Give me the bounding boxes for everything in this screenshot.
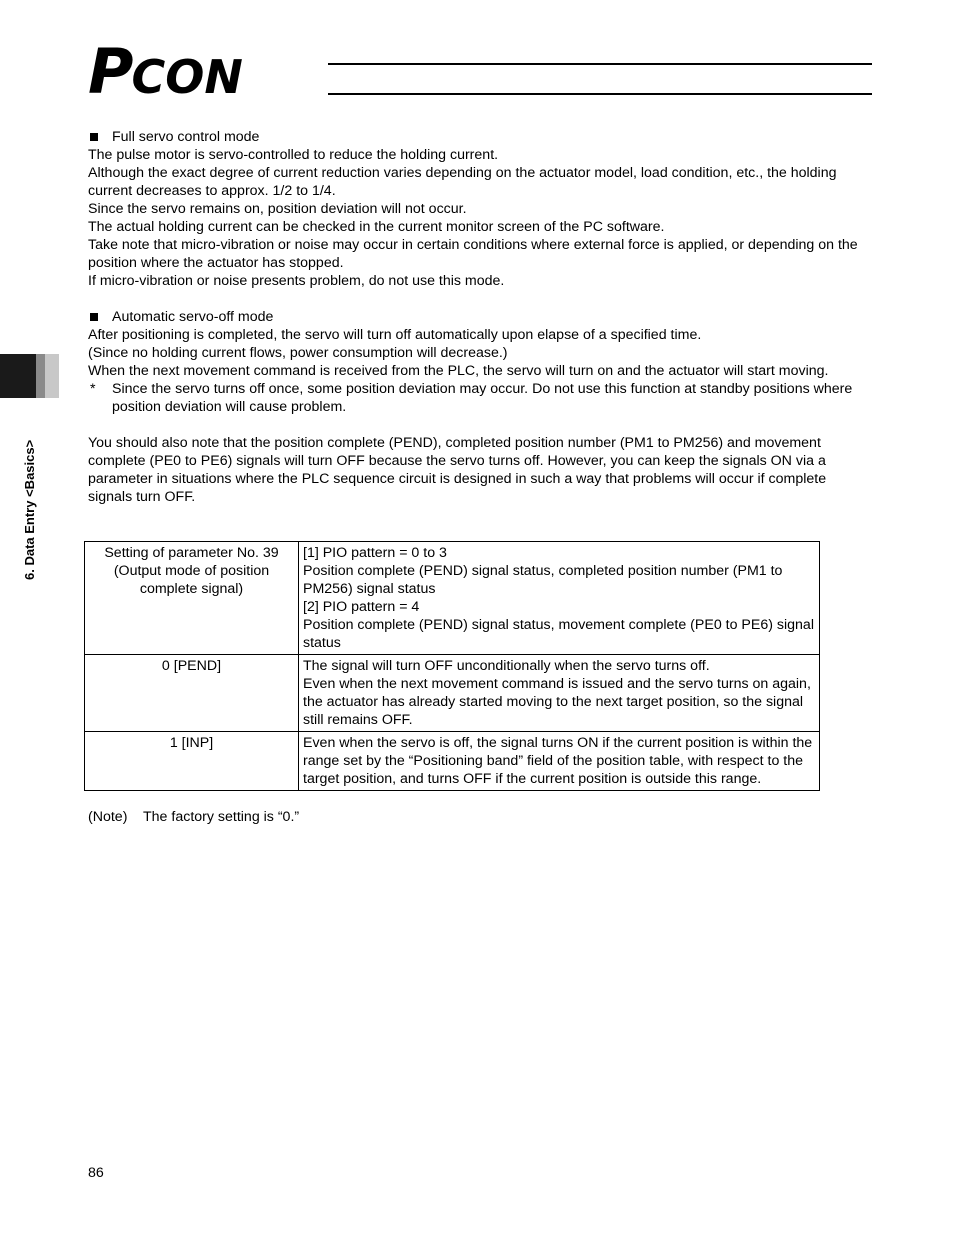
table-header-row bbox=[85, 542, 820, 655]
full-servo-line: Since the servo remains on, position deviation will not occur. bbox=[88, 201, 467, 217]
full-servo-line: Take note that micro-vibration or noise may occur in certain conditions where external force is applied, or depending on the position where the actuator has stopped. bbox=[88, 237, 858, 271]
full-servo-line: The pulse motor is servo-controlled to reduce the holding current. bbox=[88, 147, 499, 163]
table-cell-description: The signal will turn OFF unconditionally when the servo turns off. Even when the next movement command is issued and the servo turns on again, the actuator has already started moving to the next target position, so the signal still remains OFF. bbox=[299, 655, 820, 732]
full-servo-line: If micro-vibration or noise presents problem, do not use this mode. bbox=[88, 273, 505, 289]
table-cell-setting: 0 [PEND] bbox=[85, 655, 299, 732]
main-content bbox=[88, 128, 863, 506]
full-servo-line: The actual holding current can be checked in the current monitor screen of the PC software. bbox=[88, 219, 665, 235]
section-heading-full-servo: Full servo control mode bbox=[88, 128, 863, 146]
square-bullet-icon bbox=[90, 133, 98, 141]
chapter-tab-marker bbox=[0, 354, 59, 398]
table-cell-setting: 1 [INP] bbox=[85, 732, 299, 791]
section-heading-auto-servo-off: Automatic servo-off mode bbox=[88, 308, 863, 326]
logo-letters-con: CON bbox=[131, 50, 243, 104]
pcon-logo bbox=[88, 35, 872, 108]
chapter-side-label: 6. Data Entry <Basics> bbox=[22, 439, 37, 580]
page-number: 86 bbox=[88, 1165, 104, 1181]
table-header-left: Setting of parameter No. 39 (Output mode of position complete signal) bbox=[85, 542, 299, 655]
header-rule-bottom bbox=[328, 93, 872, 95]
table-row bbox=[85, 655, 820, 732]
auto-servo-line: When the next movement command is received from the PLC, the servo will turn on and the actuator will start moving. bbox=[88, 363, 829, 379]
table-header-right: [1] PIO pattern = 0 to 3 Position complete (PEND) signal status, completed position number (PM1 to PM256) signal status [2] PIO pattern = 4 Position complete (PEND) signal status, movement complete (PE0 to PE6) signal status bbox=[299, 542, 820, 655]
table-note: (Note) The factory setting is “0.” bbox=[88, 809, 300, 825]
logo-letter-p: P bbox=[88, 35, 132, 108]
asterisk-note: * Since the servo turns off once, some position deviation may occur. Do not use this function at standby positions where position deviation will cause problem. bbox=[90, 381, 853, 415]
table-row bbox=[85, 732, 820, 791]
auto-servo-line: After positioning is completed, the servo will turn off automatically upon elapse of a specified time. bbox=[88, 327, 702, 343]
table-cell-description: Even when the servo is off, the signal turns ON if the current position is within the range set by the “Positioning band” field of the position table, with respect to the target position, and turns OFF if the current position is outside this range. bbox=[299, 732, 820, 791]
also-note-paragraph: You should also note that the position complete (PEND), completed position number (PM1 to PM256) and movement complete (PE0 to PE6) signals will turn OFF because the servo turns off. However, you can keep the signals ON via a parameter in situations where the PLC sequence circuit is designed in such a way that problems will occur if complete signals turn OFF. bbox=[88, 435, 827, 505]
parameter-39-table bbox=[84, 541, 820, 791]
header-rule-top bbox=[328, 63, 872, 65]
auto-servo-line: (Since no holding current flows, power consumption will decrease.) bbox=[88, 345, 508, 361]
logo-wordmark bbox=[88, 35, 243, 108]
square-bullet-icon bbox=[90, 313, 98, 321]
full-servo-line: Although the exact degree of current reduction varies depending on the actuator model, load condition, etc., the holding current decreases to approx. 1/2 to 1/4. bbox=[88, 165, 837, 199]
